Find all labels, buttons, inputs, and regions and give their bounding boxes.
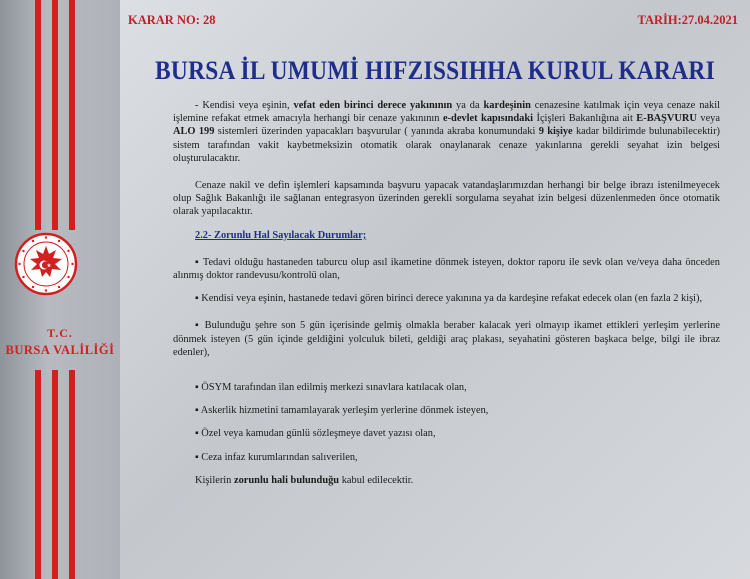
document-panel: [120, 0, 750, 579]
red-stripe: [69, 370, 75, 579]
section-heading: 2.2- Zorunlu Hal Sayılacak Durumlar;: [195, 229, 367, 241]
list-item: ▪ Ceza infaz kurumlarından salıverilen,: [195, 451, 358, 463]
red-stripe: [35, 0, 41, 230]
paragraph-burial: Cenaze nakil ve defin işlemleri kapsamında başvuru yapacak vatandaşlarımızdan herhangi bir belge ibrazı istenilmeyecek olup Sağlık Bakanlığı ile sağlanan entegrasyon üzerinden gerekli sorgulama seyahat izin belgesi düzenlenmeden önce otomatik olarak yapılacaktır.: [173, 180, 720, 218]
document-title: BURSA İL UMUMİ HIFZISSIHHA KURUL KARARI: [155, 56, 715, 85]
list-item: ▪ ÖSYM tarafından ilan edilmiş merkezi sınavlara katılacak olan,: [195, 382, 467, 394]
sidebar-panel: [0, 0, 120, 579]
red-stripe: [52, 0, 58, 230]
governorship-emblem-icon: [14, 232, 78, 296]
governorship-name: BURSA VALİLİĞİ: [5, 343, 115, 357]
list-item: ▪ Kendisi veya eşinin, hastanede tedavi gören birinci derece yakınına ya da kardeşine refakat edecek olan (en fazla 2 kişi),: [195, 293, 703, 305]
tc-label: T.C.: [47, 326, 73, 340]
red-stripe: [52, 370, 58, 579]
list-item: ▪ Bulunduğu şehre son 5 gün içerisinde gelmiş olmakla beraber kalacak yeri olmayıp ikamet ettikleri yerleşim yerlerine dönmek isteyen (5 gün içinde geldiğini yolculuk bileti, geldiği araç plakası, seyahatini gösteren başkaca belge, bilgi ile ibraz edenler),: [173, 320, 720, 358]
paragraph-funeral: - Kendisi veya eşinin, vefat eden birinci derece yakınının ya da kardeşinin cenazesine katılmak için veya cenaze nakil işlemine refakat etmek amacıyla herhangi bir cenaze yakınının e-devlet kapısındaki İçişleri Bakanlığına ait E-BAŞVURU veya ALO 199 sistemleri üzerinden yapacakları başvurular ( yanında akraba konumundaki 9 kişiye kadar bildirimde bulunabilecektir) sistem tarafından vakit kaybetmeksizin otomatik olarak onaylanarak cenaze yakınlarına gerekli seyahat izin belgesi oluşturulacaktır.: [173, 100, 720, 164]
red-stripe: [35, 370, 41, 579]
document-body: [173, 99, 720, 487]
list-item: ▪ Tedavi olduğu hastaneden taburcu olup asıl ikametine dönmek isteyen, doktor raporu ile sevk olan ve/veya daha önceden alınmış doktor randevusu/kontrolü olan,: [173, 256, 720, 282]
list-item: ▪ Askerlik hizmetini tamamlayarak yerleşim yerlerine dönmek isteyen,: [195, 405, 489, 417]
red-stripe: [69, 0, 75, 230]
decision-date: TARİH:27.04.2021: [637, 13, 738, 27]
closing-sentence: Kişilerin zorunlu hali bulunduğu kabul edilecektir.: [195, 474, 414, 486]
decision-number: KARAR NO: 28: [128, 13, 216, 27]
list-item: ▪ Özel veya kamudan günlü sözleşmeye davet yazısı olan,: [195, 428, 436, 440]
